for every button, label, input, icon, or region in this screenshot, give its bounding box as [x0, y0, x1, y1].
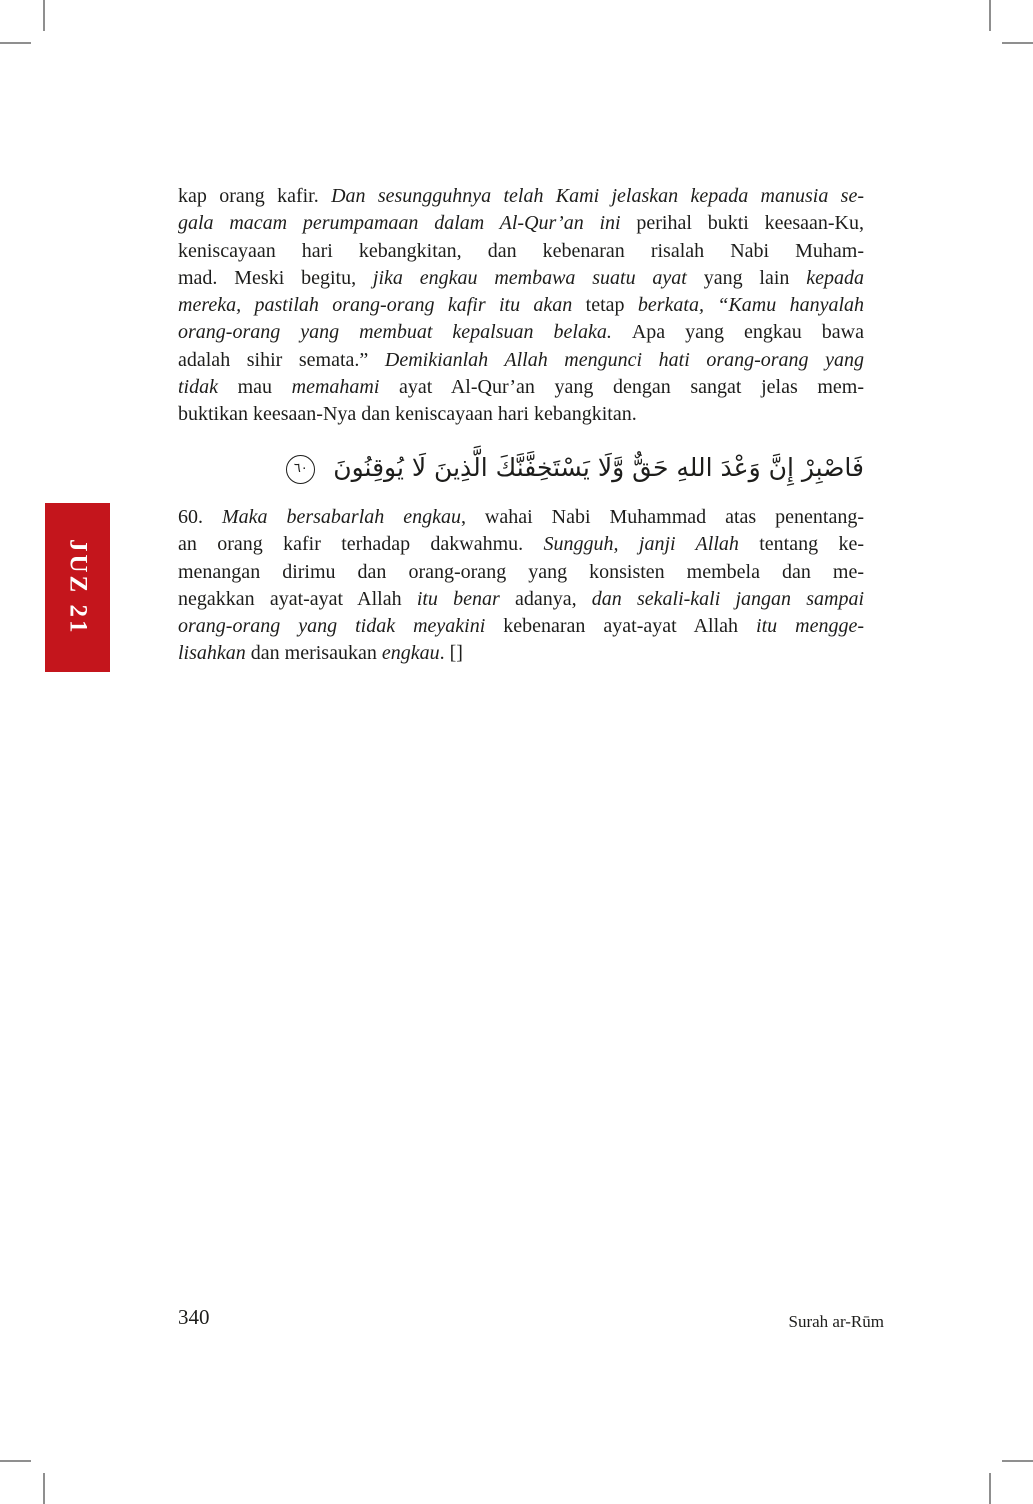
crop-mark-top-left-vertical [43, 0, 45, 31]
commentary-segment: kebenaran ayat-ayat Allah [503, 615, 757, 638]
footer-surah-name: Surah ar-Rūm [788, 1312, 884, 1331]
commentary-segment: kap orang kafir. [178, 185, 332, 207]
commentary-segment: adalah sihir semata.” [178, 348, 385, 371]
text-line [178, 559, 864, 586]
translation-italic-segment: Maka bersabarlah engkau [221, 506, 461, 528]
commentary-segment: yang lain [703, 266, 807, 289]
text-line [178, 347, 864, 374]
translation-italic-segment: Dan sesungguhnya telah Kami jelaskan kepada manusia se- [331, 185, 864, 207]
translation-italic-segment: Sungguh, janji Allah [543, 533, 760, 556]
text-line [178, 319, 864, 346]
commentary-segment: adanya, [514, 587, 592, 610]
translation-italic-segment: lisahkan [178, 642, 251, 665]
translation-italic-segment: jika engkau membawa suatu ayat [372, 266, 704, 289]
commentary-segment: mau [237, 376, 292, 399]
commentary-segment: 60. [178, 506, 222, 528]
arabic-verse-text: فَاصْبِرْ إِنَّ وَعْدَ اللهِ حَقٌّ وَّلَا يَسْتَخِفَّنَّكَ الَّذِينَ لَا يُوقِنُونَ [333, 453, 864, 482]
commentary-segment: . [] [439, 642, 463, 665]
commentary-segment: negakkan ayat-ayat Allah [178, 587, 417, 610]
commentary-segment: buktikan keesaan-Nya dan keniscayaan hari kebangkitan. [178, 403, 637, 426]
crop-mark-bottom-right-horizontal [1002, 1460, 1033, 1462]
crop-mark-top-right-vertical [989, 0, 991, 31]
commentary-segment: , wahai Nabi Muhammad atas penentang- [460, 506, 864, 528]
text-line [178, 613, 864, 640]
crop-mark-bottom-left-vertical [43, 1473, 45, 1504]
translation-italic-segment: tidak [178, 376, 238, 399]
translation-italic-segment: mereka, pastilah orang-orang kafir itu akan [178, 294, 586, 317]
text-line [178, 238, 864, 265]
paragraph-verse-60-translation [178, 504, 864, 668]
translation-italic-segment: berkata, “Kamu hanyalah [637, 294, 865, 317]
translation-italic-segment: orang-orang yang tidak meyakini [178, 615, 504, 638]
commentary-segment: tentang ke- [759, 533, 865, 556]
text-line [178, 292, 864, 319]
crop-mark-top-right-horizontal [1002, 42, 1033, 44]
translation-italic-segment: engkau [381, 642, 440, 665]
ayah-number-badge: ٦٠ [286, 455, 315, 484]
commentary-segment: dan merisaukan [250, 642, 382, 665]
translation-italic-segment: dan sekali-kali jangan sampai [591, 587, 864, 610]
commentary-segment: an orang kafir terhadap dakwahmu. [178, 533, 544, 556]
crop-mark-bottom-right-vertical [989, 1473, 991, 1504]
text-line [178, 586, 864, 613]
text-line [178, 531, 864, 558]
translation-italic-segment: kepada [806, 266, 864, 289]
paragraph-continuation [178, 183, 864, 429]
commentary-segment: mad. Meski begitu, [178, 266, 373, 289]
crop-mark-bottom-left-horizontal [0, 1460, 31, 1462]
commentary-segment: ayat Al-Qur’an yang dengan sangat jelas mem- [399, 376, 864, 399]
text-line [178, 401, 864, 428]
crop-mark-top-left-horizontal [0, 42, 31, 44]
translation-italic-segment: itu benar [416, 587, 515, 610]
text-line [178, 374, 864, 401]
juz-label: JUZ 21 [64, 539, 92, 636]
translation-italic-segment: Demikianlah Allah mengunci hati orang-orang yang [384, 348, 864, 371]
commentary-segment: keniscayaan hari kebangkitan, dan kebenaran risalah Nabi Muham- [178, 239, 864, 262]
text-line [178, 265, 864, 292]
text-line [178, 504, 864, 531]
arabic-verse [178, 436, 864, 500]
translation-italic-segment: gala macam perumpamaan dalam Al-Qur’an ini [178, 212, 637, 235]
translation-italic-segment: memahami [291, 376, 400, 399]
text-line [178, 210, 864, 237]
commentary-segment: menangan dirimu dan orang-orang yang konsisten membela dan me- [178, 560, 864, 583]
translation-italic-segment: orang-orang yang membuat kepalsuan belaka. [178, 321, 632, 344]
text-line [178, 183, 864, 210]
translation-italic-segment: itu mengge- [756, 615, 864, 638]
juz-tab [45, 503, 110, 672]
text-line [178, 640, 864, 667]
page-number: 340 [178, 1305, 210, 1329]
commentary-segment: Apa yang engkau bawa [631, 321, 864, 344]
commentary-segment: tetap [585, 294, 638, 317]
commentary-segment: perihal bukti keesaan-Ku, [636, 212, 864, 235]
